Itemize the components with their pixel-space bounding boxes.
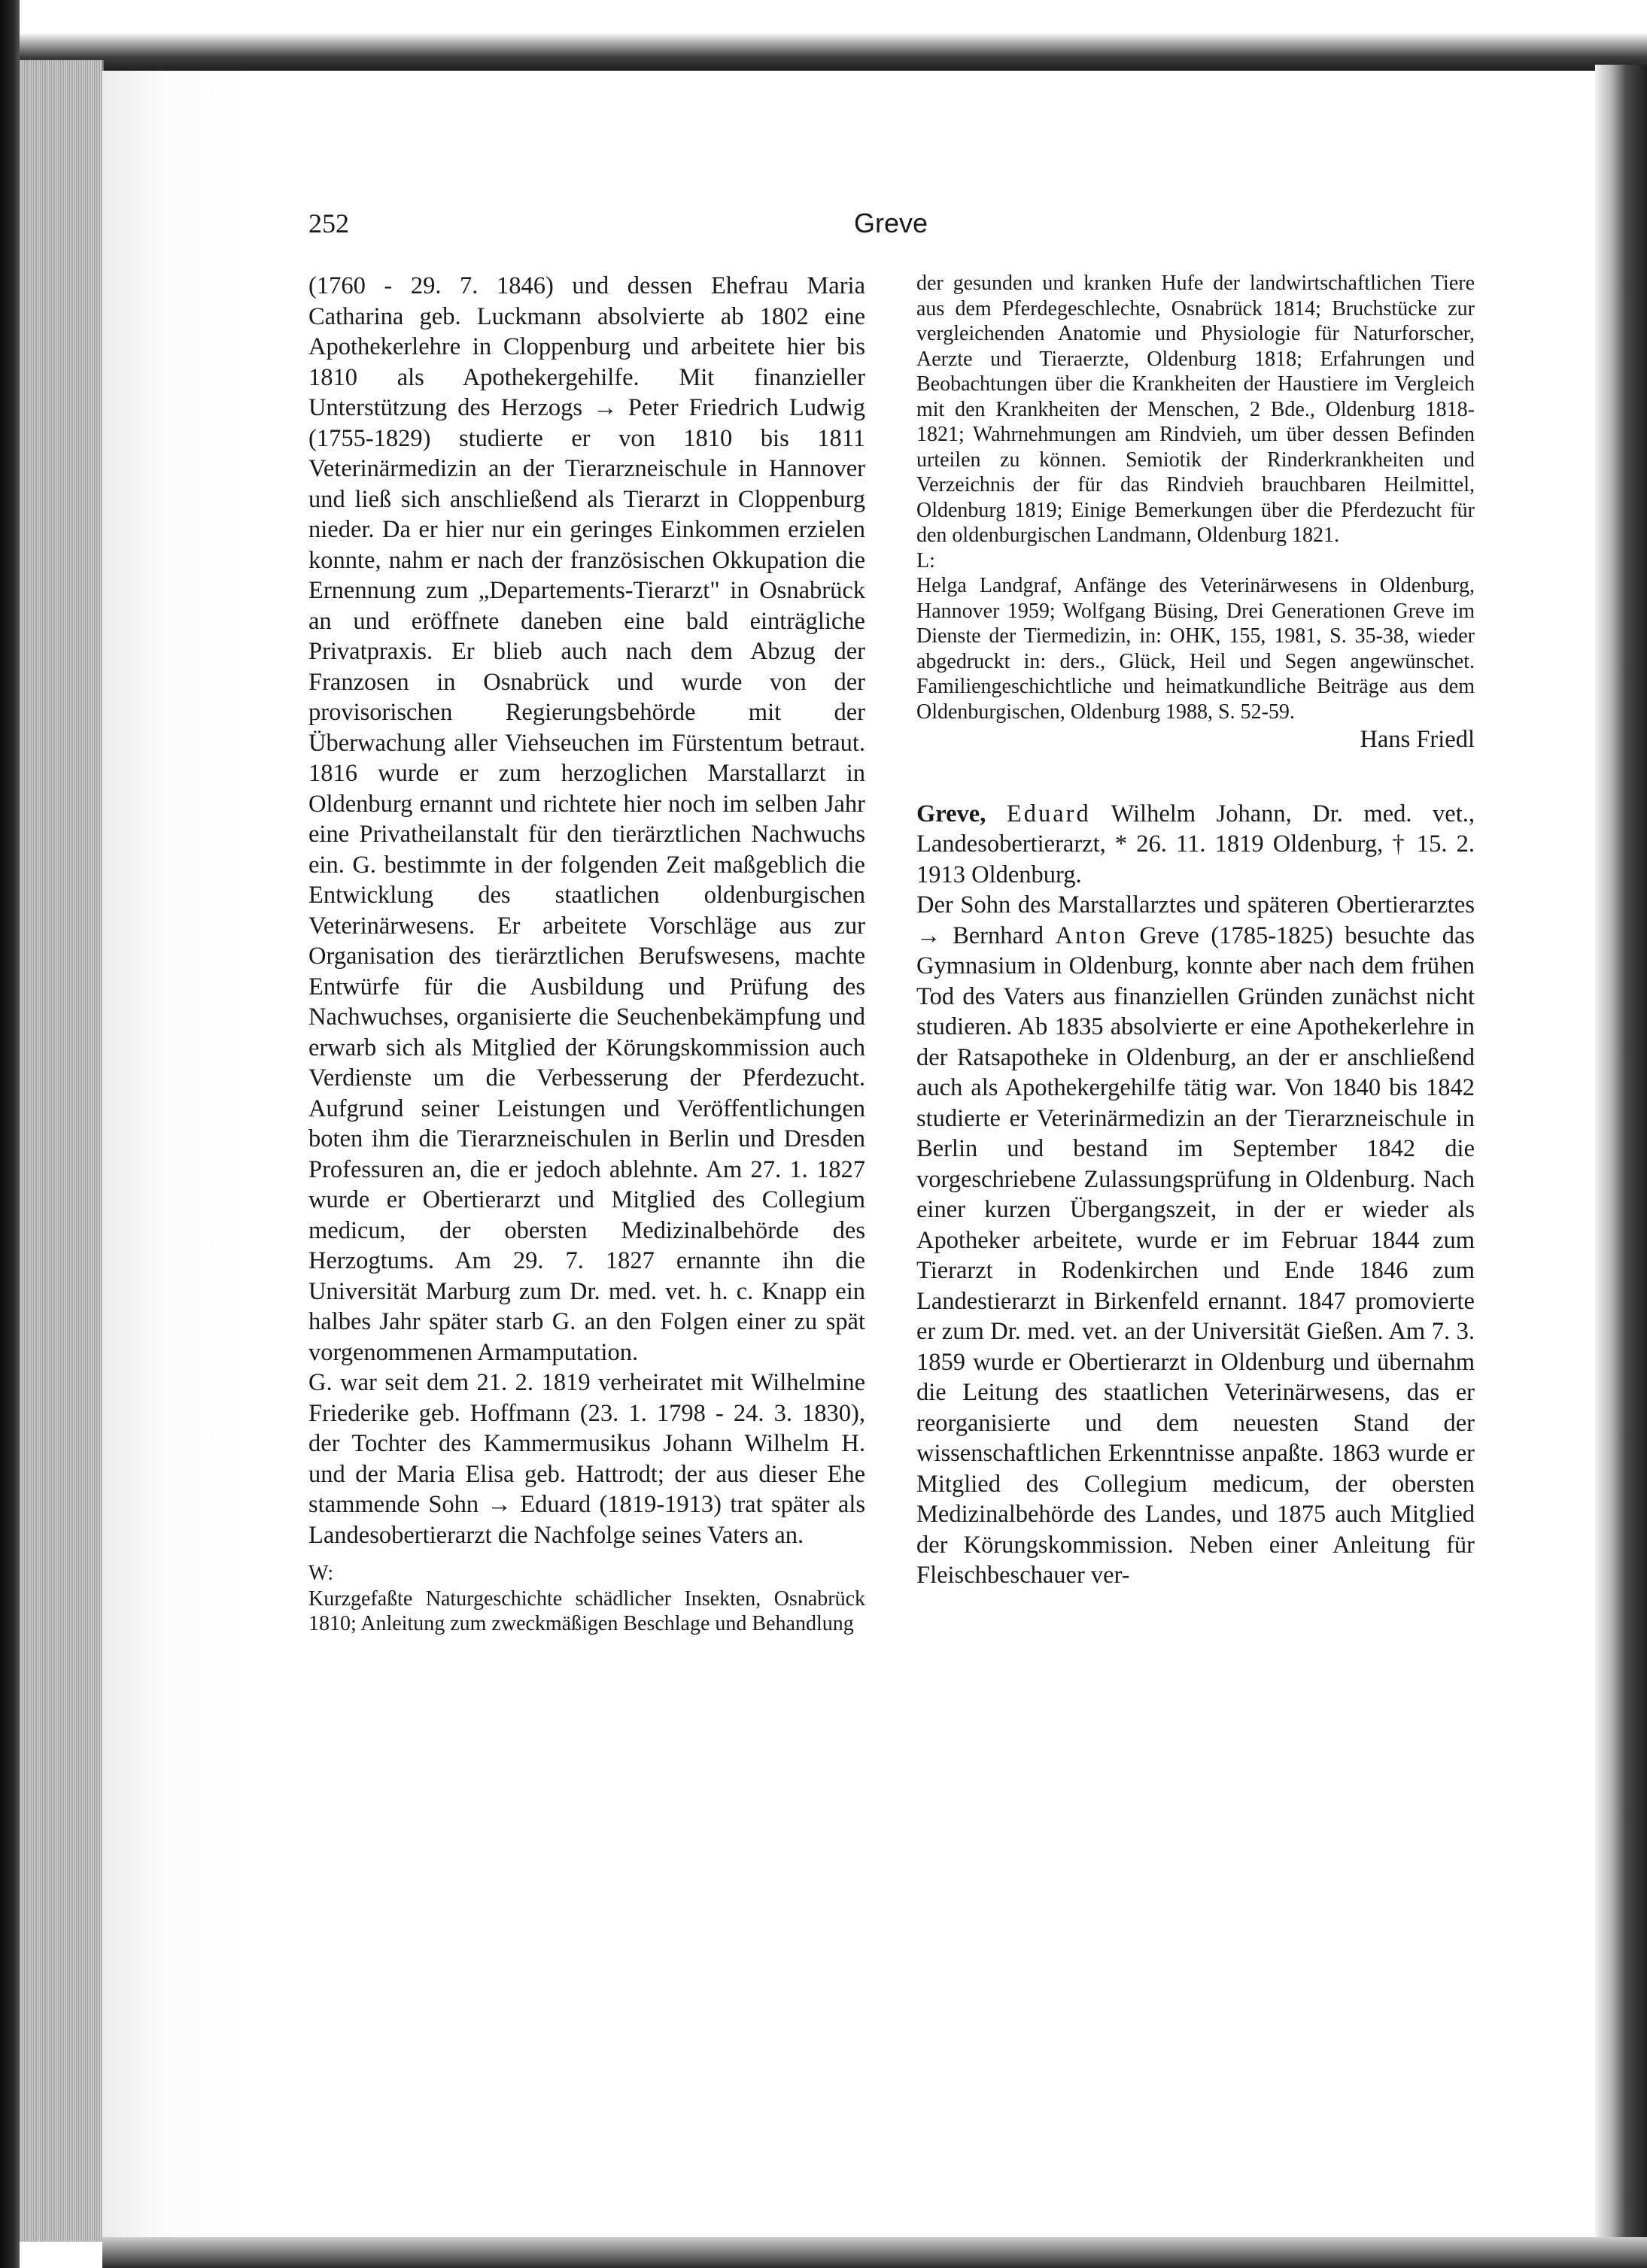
page-number: 252 bbox=[308, 208, 349, 238]
entry-body-text: Greve (1785-1825) besuchte das Gymnasium in Oldenburg, konnte aber nach dem frühen Tod des Vaters aus finanziellen Gründen zunächst nicht studieren. Ab 1835 absolvierte er eine Apothekerlehre in der Ratsapotheke in Oldenburg, an der er anschließend auch als Apothekergehilfe tätig war. Von 1840 bis 1842 studierte er Veterinärmedizin an der Tierarzneischule in Berlin und bestand im September 1842 die vorgeschriebene Zulassungsprüfung in Oldenburg. Nach einer kurzen Übergangszeit, in der er wieder als Apotheker arbeitete, wurde er im Februar 1844 zum Tierarzt in Rodenkirchen und Ende 1846 zum Landestierarzt in Birkenfeld ernannt. 1847 promovierte er zum Dr. med. vet. an der Universität Gießen. Am 7. 3. 1859 wurde er Obertierarzt in Oldenburg und übernahm die Leitung des staatlichen Veterinärwesens, das er reorganisierte und dem neuesten Stand der wissenschaftlichen Erkenntnisse anpaßte. 1863 wurde er Mitglied des Collegium medicum, der obersten Medizinalbehörde des Landes, und 1875 auch Mitglied der Körungskommission. Neben einer Anleitung für Fleischbeschauer ver- bbox=[916, 921, 1475, 1589]
entry-body-intro: Der Sohn des Marstallarztes und späteren Obertierarztes → bbox=[916, 891, 1475, 949]
page-header bbox=[308, 208, 1482, 253]
biography-paragraph-1: (1760 - 29. 7. 1846) und dessen Ehefrau Maria Catharina geb. Luckmann absolvierte ab 1802 eine Apothekerlehre in Cloppenburg und arbeitete hier bis 1810 als Apothekergehilfe. Mit finanzieller Unterstützung des Herzogs → Peter Friedrich Ludwig (1755-1829) studierte er von 1810 bis 1811 Veterinärmedizin an der Tierarzneischule in Hannover und ließ sich anschließend als Tierarzt in Cloppenburg nieder. Da er hier nur ein geringes Einkommen erzielen konnte, nahm er nach der französischen Okkupation die Ernennung zum „Departements-Tierarzt" in Osnabrück an und eröffnete daneben eine bald einträgliche Privatpraxis. Er blieb auch nach dem Abzug der Franzosen in Osnabrück und wurde von der provisorischen Regierungsbehörde mit der Überwachung aller Viehseuchen im Fürstentum betraut. 1816 wurde er zum herzoglichen Marstallarzt in Oldenburg ernannt und richtete hier noch im selben Jahr eine Privatheilanstalt für den tierärztlichen Nachwuchs ein. G. bestimmte in der folgenden Zeit maßgeblich die Entwicklung des staatlichen oldenburgischen Veterinärwesens. Er arbeitete Vorschläge aus zur Organisation des tierärztlichen Berufswesens, machte Entwürfe für die Ausbildung und Prüfung des Nachwuchses, organisierte die Seuchenbekämpfung und erwarb sich als Mitglied der Körungskommission auch Verdienste um die Verbesserung der Pferdezucht. Aufgrund seiner Leistungen und Veröffentlichungen boten ihm die Tierarzneischulen in Berlin und Dresden Professuren an, die er jedoch ablehnte. Am 27. 1. 1827 wurde er Obertierarzt und Mitglied des Collegium medicum, der obersten Medizinalbehörde des Herzogtums. Am 29. 7. 1827 ernannte ihn die Universität Marburg zum Dr. med. vet. h. c. Knapp ein halbes Jahr später starb G. an den Folgen einer zu spät vorgenommenen Armamputation. bbox=[308, 272, 865, 1366]
literature-list: Helga Landgraf, Anfänge des Veterinärwesens in Oldenburg, Hannover 1959; Wolfgang Büsing, Drei Generationen Greve im Dienste der Tiermedizin, in: OHK, 155, 1981, S. 35-38, wieder abgedruckt in: ders., Glück, Heil und Segen angewünschet. Familiengeschichtliche und heimatkundliche Beiträge aus dem Oldenburgischen, Oldenburg 1988, S. 52-59. bbox=[916, 574, 1475, 724]
works-label: W: bbox=[308, 1562, 334, 1585]
page-bottom-shadow bbox=[102, 2237, 1647, 2268]
cross-reference-spaced-name: Anton bbox=[1055, 921, 1128, 949]
right-column bbox=[916, 271, 1475, 1591]
book-gutter bbox=[1595, 65, 1647, 2268]
running-head: Greve bbox=[854, 208, 928, 238]
book-cover-top bbox=[0, 0, 1647, 72]
entry-spacer bbox=[916, 755, 1475, 799]
works-list-continued: der gesunden und kranken Hufe der landwirtschaftlichen Tiere aus dem Pferdegeschlechte, Osnabrück 1814; Bruchstücke zur vergleichenden Anatomie und Physiologie für Naturforscher, Aerzte und Tieraerzte, Oldenburg 1818; Erfahrungen und Beobachtungen über die Krankheiten der Haustiere im Vergleich mit den Krankheiten der Menschen, 2 Bde., Oldenburg 1818-1821; Wahrnehmungen am Rindvieh, um über dessen Befinden urteilen zu können. Semiotik der Rinderkrankheiten und Verzeichnis der für das Rindvieh brauchbaren Heilmittel, Oldenburg 1819; Einige Bemerkungen über die Pferdezucht für den oldenburgischen Landmann, Oldenburg 1821. bbox=[916, 272, 1475, 547]
works-list: Kurzgefaßte Naturgeschichte schädlicher Insekten, Osnabrück 1810; Anleitung zum zweckmäßigen Beschlage und Behandlung bbox=[308, 1586, 865, 1635]
left-column bbox=[308, 271, 865, 1637]
entry-headword: Greve, bbox=[916, 800, 986, 827]
entry-header-details: Wilhelm Johann, Dr. med. vet., Landesobertierarzt, * 26. 11. 1819 Oldenburg, † 15. 2. 1913 Oldenburg. bbox=[916, 800, 1475, 888]
biography-paragraph-2: G. war seit dem 21. 2. 1819 verheiratet mit Wilhelmine Friederike geb. Hoffmann (23. 1. 1798 - 24. 3. 1830), der Tochter des Kammermusikus Johann Wilhelm H. und der Maria Elisa geb. Hattrodt; der aus dieser Ehe stammende Sohn → Eduard (1819-1913) trat später als Landesobertierarzt die Nachfolge seines Vaters an. bbox=[308, 1369, 865, 1549]
entry-given-name: Eduard bbox=[1006, 800, 1091, 827]
article-author: Hans Friedl bbox=[1360, 726, 1475, 753]
entry-header bbox=[916, 799, 1475, 891]
page-edges bbox=[20, 60, 104, 2242]
cross-reference-given-name: Bernhard bbox=[953, 921, 1044, 949]
literature-label: L: bbox=[916, 548, 935, 572]
entry-body bbox=[916, 890, 1475, 1591]
book-binding bbox=[0, 0, 20, 2268]
